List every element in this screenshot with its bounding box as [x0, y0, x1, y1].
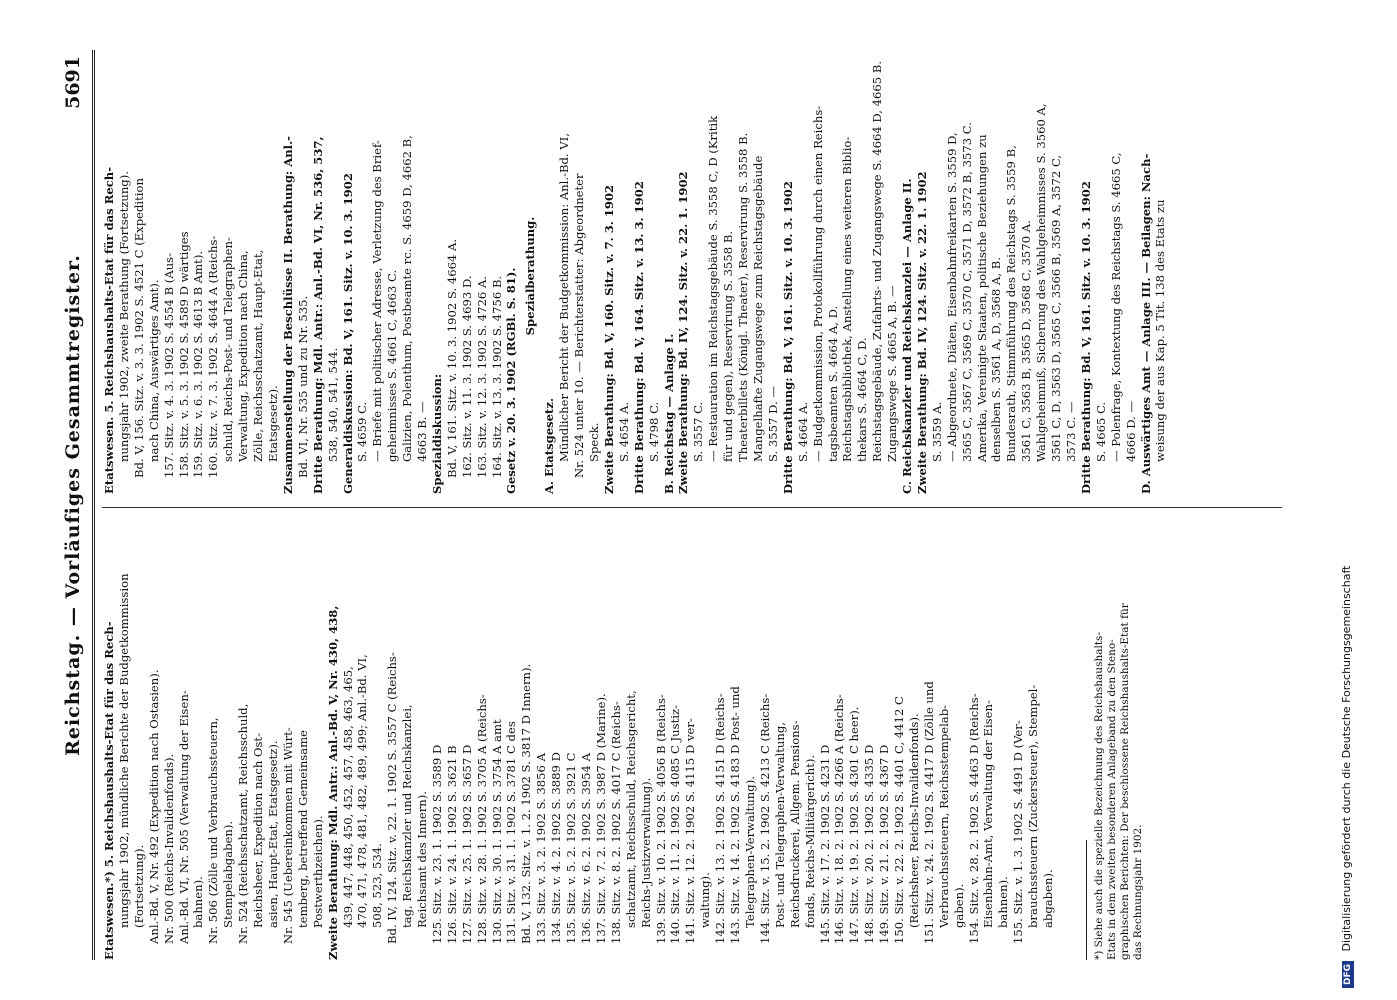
left-line: 140. Sitz. v. 11. 2. 1902 S. 4085 C Justiz- — [668, 705, 683, 944]
left-line: Stempelabgaben). — [221, 820, 236, 928]
right-line: 4666 D. — — [1123, 400, 1138, 462]
right-line: S. 4665 C. — [1093, 401, 1108, 462]
right-line: Gesetz v. 20. 3. 1902 (RGBl. S. 81). — [504, 267, 519, 494]
right-line: Zweite Berathung: Bd. V, 160. Sitz. v. 7. 3. 1902 — [601, 184, 616, 494]
right-line: — Briefe mit politischer Adresse, Verletzung des Brief- — [370, 140, 385, 462]
left-line: 145. Sitz. v. 17. 2. 1902 S. 4231 D — [817, 744, 832, 944]
left-line: 134. Sitz. v. 4. 2. 1902 S. 3889 D — [549, 752, 564, 944]
left-line: Nr. 506 (Zölle und Verbrauchssteuern, — [206, 717, 221, 944]
left-line: 135. Sitz. v. 5. 2. 1902 S. 3921 C — [564, 752, 579, 944]
left-line: brauchssteuern (Zuckersteuer), Stempel- — [1026, 684, 1041, 928]
right-line: tagsbeamten S. 4664 A, D. — [825, 305, 840, 462]
right-line: Galizien, Polenthum, Postbeamte rc. S. 4659 D, 4662 B, — [400, 135, 415, 462]
right-column — [102, 58, 1168, 494]
right-line: 158. Sitz. v. 5. 3. 1902 S. 4589 D wärtiges — [176, 231, 191, 478]
left-line: Nr. 545 (Uebereinkommen mit Würt- — [280, 727, 295, 944]
right-line: D. Auswärtiges Amt — Anlage III. — Beilagen: Nach- — [1138, 153, 1153, 494]
right-line: — Budgetkommission, Protokollführung durch einen Reichs- — [810, 105, 825, 462]
left-line: tag, Reichskanzler und Reichskanzlei, — [400, 704, 415, 928]
right-line: 157. Sitz. v. 4. 3. 1902 S. 4554 B (Aus- — [161, 252, 176, 478]
right-line: Theaterbillets (Königl. Theater), Reservirung S. 3558 B. — [736, 132, 751, 462]
left-line: Bd. V, 132. Sitz. v. 1. 2. 1902 S. 3817 D Innern). — [519, 663, 534, 944]
left-line: Postwerthzeichen). — [310, 815, 325, 928]
right-line: Mündlicher Bericht der Budgetkommission: Anl.-Bd. VI, — [557, 133, 572, 462]
left-line: 131. Sitz. v. 31. 1. 1902 S. 3781 C des — [504, 721, 519, 944]
left-line: Anl.-Bd. V, Nr. 492 (Expedition nach Ostasien). — [146, 669, 161, 944]
left-line: (Fortsetzung). — [131, 844, 146, 928]
left-line: Bd. IV, 124. Sitz. v. 22. 1. 1902 S. 3557 C (Reichs- — [385, 652, 400, 944]
page-number: 5691 — [62, 56, 84, 109]
left-line: 150. Sitz. v. 22. 2. 1902 S. 4401 C, 4412 C — [892, 696, 907, 944]
right-line: A. Etatsgesetz. — [542, 397, 557, 494]
header-title: Reichstag. — Vorläufiges Gesammtregister. — [62, 254, 84, 756]
right-line: Reichstagsbibliothek, Anstellung eines weiteren Biblio- — [840, 136, 855, 462]
digitization-credit — [1340, 566, 1354, 988]
right-line: B. Reichstag — Anlage I. — [661, 333, 676, 494]
right-line: 3565 C, 3567 C, 3569 C, 3570 C, 3571 D, 3572 B, 3573 C. — [959, 122, 974, 462]
left-line: 144. Sitz. v. 15. 2. 1902 S. 4213 C (Reichs- — [757, 693, 772, 944]
right-line: Zweite Berathung: Bd. IV, 124. Sitz. v. 22. 1. 1902 — [676, 171, 691, 494]
right-line: 538, 540, 541, 544. — [325, 347, 340, 462]
left-line: fonds, Reichs-Militärgericht). — [802, 754, 817, 928]
left-line: Reichsamt des Innern). — [415, 791, 430, 928]
footnote-line: Etats in dem zweiten besonderen Anlageband zu den Steno- — [1106, 639, 1118, 960]
right-line: 162. Sitz. v. 11. 3. 1902 S. 4693 D. — [459, 275, 474, 478]
footnote-line: das Rechnungsjahr 1902. — [1132, 824, 1144, 960]
left-line: Anl.-Bd. VI, Nr. 505 (Verwaltung der Eisen- — [176, 690, 191, 944]
left-line: bahnen). — [996, 876, 1011, 928]
right-line: Nr. 524 unter 10. — Berichterstatter: Abgeordneter — [572, 173, 587, 478]
dfg-logo-icon: DFG — [1342, 961, 1354, 988]
right-line: 3561 C, 3563 B, 3565 D, 3568 C, 3570 A. — [1019, 220, 1034, 462]
left-line: 439, 447, 448, 450, 452, 457, 458, 463, 465, — [340, 666, 355, 928]
left-line: 470, 471, 478, 481, 482, 489, 499; Anl.-Bd. VI, — [355, 654, 370, 928]
right-line: 160. Sitz. v. 7. 3. 1902 S. 4644 A (Reichs- — [206, 235, 221, 478]
left-line: 138. Sitz. v. 8. 2. 1902 S. 4017 C (Reichs- — [608, 701, 623, 944]
left-line: Etatswesen.*) 5. Reichshaushalts-Etat für das Rech- — [102, 621, 116, 960]
right-line: 159. Sitz. v. 6. 3. 1902 S. 4613 B Amt). — [191, 250, 206, 478]
left-line: 149. Sitz. v. 21. 2. 1902 S. 4367 D — [877, 744, 892, 944]
right-line: geheimnisses S. 4661 C, 4663 C. — [385, 269, 400, 462]
left-line: Verbrauchssteuern, Reichsstempelab- — [936, 704, 951, 928]
right-line: Zusammenstellung der Beschlüsse II. Berathung: Anl.- — [280, 136, 295, 494]
right-line: S. 4664 A. — [795, 401, 810, 462]
left-line: 154. Sitz. v. 28. 2. 1902 S. 4463 D (Reichs- — [966, 693, 981, 944]
footnote — [1093, 524, 1145, 960]
left-line: 147. Sitz. v. 19. 2. 1902 S. 4301 C heer). — [847, 706, 862, 944]
left-line: gaben). — [951, 883, 966, 928]
left-line: 143. Sitz. v. 14. 2. 1902 S. 4183 D Post- und — [728, 686, 743, 944]
right-line: thekars S. 4664 C, D. — [855, 337, 870, 462]
right-line: Dritte Berathung: Bd. V, 164. Sitz. v. 13. 3. 1902 — [631, 181, 646, 494]
running-header — [58, 50, 95, 960]
left-line: schatzamt, Reichsschuld, Reichsgericht, — [623, 690, 638, 928]
right-line: denselben S. 3561 A, D, 3568 A, B. — [989, 257, 1004, 462]
column-divider — [102, 507, 1282, 508]
left-line: waltung). — [698, 872, 713, 928]
right-line: Bundesrath, Stimmführung des Reichstags S. 3559 B, — [1004, 145, 1019, 462]
right-line: nach China, Auswärtiges Amt). — [146, 279, 161, 462]
right-line: C. Reichskanzler und Reichskanzlei — Anlage II. — [900, 178, 915, 494]
left-line: Post- und Telegraphen-Verwaltung, — [772, 722, 787, 928]
left-line: bahnen). — [191, 876, 206, 928]
left-line: 139. Sitz. v. 10. 2. 1902 S. 4056 B (Reichs- — [653, 694, 668, 944]
right-line: S. 3557 D. — — [765, 386, 780, 462]
left-line: temberg, betreffend Gemeinsame — [295, 729, 310, 928]
left-line: 125. Sitz. v. 23. 1. 1902 S. 3589 D — [429, 744, 444, 944]
right-line: Zölle, Reichsschatzamt, Haupt-Etat, — [251, 249, 266, 462]
right-line: Reichstagsgebäude, Zufahrts- und Zugangswege S. 4664 D, 4665 B. — [870, 60, 885, 462]
left-line: 126. Sitz. v. 24. 1. 1902 S. 3621 B — [444, 745, 459, 944]
right-line: S. 3559 A. — [929, 401, 944, 462]
right-line: — Restauration im Reichstagsgebäude S. 3558 C, D (Kritik — [706, 115, 721, 462]
right-line: — Polenfrage, Kontextung des Reichstags S. 4665 C, — [1108, 152, 1123, 462]
left-line: nungsjahr 1902, mündliche Berichte der Budgetkommission — [116, 573, 131, 928]
left-line: Reichs-Justizverwaltung). — [638, 777, 653, 928]
right-line: 3561 C, D, 3563 D, 3565 C, 3566 B, 3569 A, 3572 C, — [1049, 154, 1064, 462]
left-line: 508, 523, 534. — [370, 843, 385, 928]
right-line: Zugangswege S. 4665 A, B. — — [885, 285, 900, 462]
right-line: 163. Sitz. v. 12. 3. 1902 S. 4726 A. — [474, 275, 489, 478]
right-line: Bd. V, 161. Sitz. v. 10. 3. 1902 S. 4664 A. — [444, 238, 459, 478]
left-line: (Reichsheer, Reichs-Invalidenfonds). — [906, 713, 921, 928]
left-line: abgaben). — [1041, 869, 1056, 928]
right-line: 4663 B. — — [415, 401, 430, 462]
right-line: Generaldiskussion: Bd. V, 161. Sitz. v. 10. 3. 1902 — [340, 173, 355, 494]
right-line: weisung der aus Kap. 5 Tit. 138 des Etats zu — [1153, 199, 1168, 462]
right-line: 3573 C. — — [1064, 401, 1078, 462]
left-line: Reichsdruckerei, Allgem. Pensions- — [787, 720, 802, 928]
right-line: Spezialberathung. — [523, 216, 538, 336]
left-line: Nr. 500 (Reichs-Invalidenfonds). — [161, 753, 176, 944]
right-line: schuld, Reichs-Post- und Telegraphen- — [221, 237, 236, 462]
left-line: 127. Sitz. v. 25. 1. 1902 S. 3657 D — [459, 744, 474, 944]
left-line: Telegraphen-Verwaltung). — [742, 776, 757, 928]
left-line: 137. Sitz. v. 7. 2. 1902 S. 3987 D (Marine). — [593, 693, 608, 944]
left-line: Reichsheer, Expedition nach Ost- — [251, 732, 266, 928]
right-line: Verwaltung, Expedition nach China, — [236, 250, 251, 462]
left-line: 136. Sitz. v. 6. 2. 1902 S. 3954 A — [579, 753, 593, 944]
document-page — [58, 50, 1298, 960]
footnote-rule — [1086, 840, 1087, 960]
right-line: Amerika, Vereinigte Staaten, politische Beziehungen zu — [974, 134, 989, 462]
right-line: — Abgeordnete, Diäten, Eisenbahnfreikarten S. 3559 D, — [944, 132, 959, 462]
left-line: Nr. 524 (Reichsschatzamt, Reichsschuld, — [236, 703, 251, 944]
left-line: 155. Sitz. v. 1. 3. 1902 S. 4491 D (Ver- — [1011, 720, 1026, 944]
credit-text: Digitalisierung gefördert durch die Deutsche Forschungsgemeinschaft — [1340, 565, 1353, 952]
left-line: Eisenbahn-Amt, Verwaltung der Eisen- — [981, 700, 996, 928]
footnote-line: *) Siehe auch die spezielle Bezeichnung des Reichshaushalts- — [1093, 632, 1105, 960]
footnote-line: graphischen Berichten: Der beschlossene Reichshaushalts-Etat für — [1119, 603, 1131, 960]
right-line: Etatsgesetz). — [265, 385, 280, 462]
right-line: Dritte Berathung: Mdl. Antr.: Anl.-Bd. VI, Nr. 536, 537, — [310, 136, 325, 494]
left-line: 148. Sitz. v. 20. 2. 1902 S. 4335 D — [862, 744, 877, 944]
left-line: asien, Haupt-Etat, Etatsgesetz). — [265, 740, 280, 928]
left-line: 146. Sitz. v. 18. 2. 1902 S. 4266 A (Reichs- — [832, 694, 847, 944]
right-line: Wahlgeheimniß, Sicherung des Wahlgeheimnisses S. 3560 A, — [1034, 103, 1049, 462]
right-line: Bd. VI, Nr. 535 und zu Nr. 535. — [295, 295, 310, 478]
left-column — [102, 524, 1145, 960]
right-line: Dritte Berathung: Bd. V, 161. Sitz. v. 10. 3. 1902 — [780, 181, 795, 494]
left-line: 141. Sitz. v. 12. 2. 1902 S. 4115 D ver- — [683, 718, 698, 944]
right-line: Speck. — [587, 422, 601, 462]
right-line: S. 4798 C. — [646, 401, 661, 462]
right-line: Mangelhafte Zugangswege zum Reichstagsgebäude — [750, 155, 765, 462]
right-line: nungsjahr 1902, zweite Berathung (Fortsetzung). — [116, 171, 131, 462]
left-line: 151. Sitz. v. 24. 2. 1902 S. 4417 D (Zölle und — [921, 681, 936, 944]
left-line: Zweite Berathung: Mdl. Antr.: Anl.-Bd. V, Nr. 430, 438, — [325, 605, 340, 960]
right-line: Dritte Berathung: Bd. V, 161. Sitz. v. 10. 3. 1902 — [1078, 181, 1093, 494]
left-line: 128. Sitz. v. 28. 1. 1902 S. 3705 A (Reichs- — [474, 694, 489, 944]
right-line: Spezialdiskussion: — [429, 373, 444, 494]
right-line: 164. Sitz. v. 13. 3. 1902 S. 4756 B. — [489, 275, 504, 478]
right-line: Zweite Berathung: Bd. IV, 124. Sitz. v. 22. 1. 1902 — [914, 171, 929, 494]
right-line: Bd. V, 156. Sitz. v. 3. 3. 1902 S. 4521 C (Expedition — [131, 178, 146, 478]
right-line: Etatswesen. 5. Reichshaushalts-Etat für das Rech- — [102, 166, 116, 494]
left-line: 133. Sitz. v. 3. 2. 1902 S. 3856 A — [534, 753, 549, 944]
right-line: S. 4659 C. — [355, 401, 370, 462]
right-line: für und gegen), Reservirung S. 3558 B. — [721, 230, 736, 462]
left-line: 130. Sitz. v. 30. 1. 1902 S. 3754 A amt — [489, 719, 504, 944]
right-line: S. 3557 C. — [691, 401, 706, 462]
right-line: S. 4654 A. — [616, 401, 631, 462]
left-line: 142. Sitz. v. 13. 2. 1902 S. 4151 D (Reichs- — [713, 693, 728, 944]
